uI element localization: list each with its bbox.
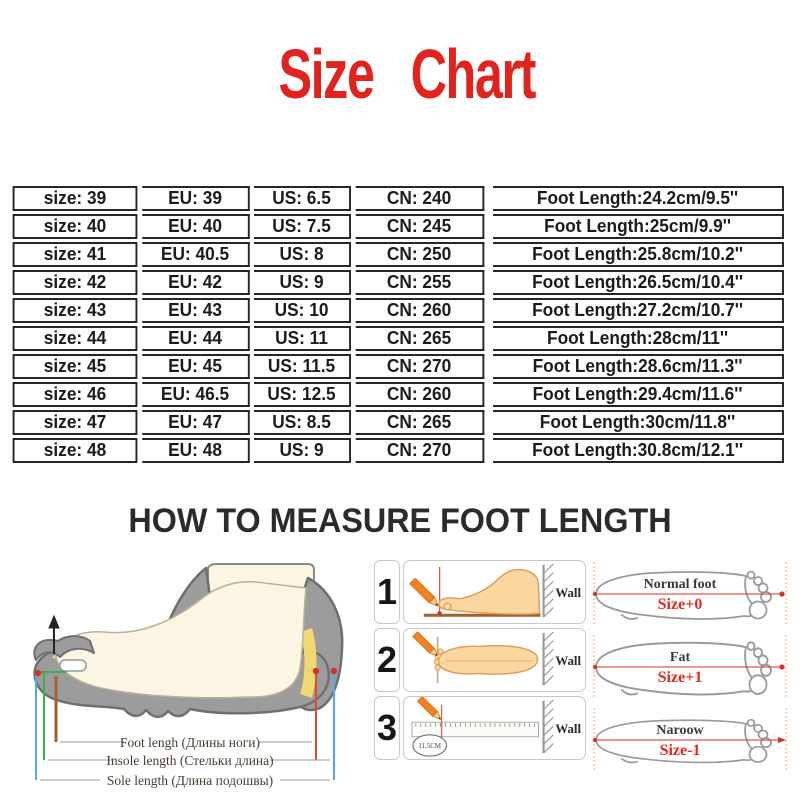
table-row xyxy=(10,438,790,463)
big-toe xyxy=(444,603,451,610)
wall-icon xyxy=(542,700,553,753)
measure-step-3 xyxy=(374,696,586,760)
cell-foot-length: Foot Length:29.4cm/11.6'' xyxy=(493,382,784,407)
cell-cn: CN: 265 xyxy=(356,326,485,351)
table-row xyxy=(10,354,790,379)
foot-type-size-adjust: Size-1 xyxy=(659,742,701,759)
cell-size: size: 46 xyxy=(13,382,138,407)
pencil-icon xyxy=(410,578,441,609)
measure-dot-left xyxy=(593,738,597,742)
cell-eu: EU: 39 xyxy=(142,186,250,211)
measure-dot-right xyxy=(779,664,784,669)
wall-icon xyxy=(542,564,553,617)
pencil-icon xyxy=(413,632,440,659)
cell-size: size: 39 xyxy=(13,186,138,211)
cell-foot-length: Foot Length:25.8cm/10.2'' xyxy=(493,242,784,267)
foot-side-shape xyxy=(439,570,540,615)
table-row xyxy=(10,298,790,323)
cell-cn: CN: 265 xyxy=(356,410,485,435)
cell-size: size: 48 xyxy=(13,438,138,463)
cell-size: size: 41 xyxy=(13,242,138,267)
foot-top-shape xyxy=(439,646,538,674)
cell-size: size: 47 xyxy=(13,410,138,435)
cell-size: size: 43 xyxy=(13,298,138,323)
wall-label: Wall xyxy=(555,585,582,600)
sole-length-label: Sole length (Длина подошвы) xyxy=(106,773,274,788)
shoe-diagram-svg xyxy=(8,556,370,799)
foot-type-guide xyxy=(586,558,798,777)
cell-foot-length: Foot Length:27.2cm/10.7'' xyxy=(493,298,784,323)
foot-type-fat xyxy=(586,631,798,703)
pencil-icon xyxy=(417,697,443,722)
table-row xyxy=(10,242,790,267)
toe-notch xyxy=(60,660,86,671)
cell-cn: CN: 250 xyxy=(356,242,485,267)
measure-steps xyxy=(374,560,586,764)
insole-length-label: Insole length (Стельки длина) xyxy=(106,753,274,768)
cell-foot-length: Foot Length:30.8cm/12.1'' xyxy=(493,438,784,463)
cell-eu: EU: 45 xyxy=(142,354,250,379)
cell-eu: EU: 44 xyxy=(142,326,250,351)
cell-foot-length: Foot Length:24.2cm/9.5'' xyxy=(493,186,784,211)
cell-foot-length: Foot Length:28cm/11'' xyxy=(493,326,784,351)
step-3-illustration xyxy=(403,696,586,760)
foot-length-label: Foot lengh (Длины ноги) xyxy=(119,735,261,750)
cell-eu: EU: 42 xyxy=(142,270,250,295)
table-row xyxy=(10,326,790,351)
cell-us: US: 12.5 xyxy=(254,382,351,407)
cell-size: size: 40 xyxy=(13,214,138,239)
cell-us: US: 6.5 xyxy=(254,186,351,211)
measure-dot-left xyxy=(593,665,597,669)
size-chart-table xyxy=(10,183,790,466)
step-number: 2 xyxy=(374,628,400,692)
cell-eu: EU: 40.5 xyxy=(142,242,250,267)
shoe-measurement-diagram xyxy=(8,556,370,799)
cell-foot-length: Foot Length:30cm/11.8'' xyxy=(493,410,784,435)
foot-type-name: Naroow xyxy=(656,723,704,738)
table-row xyxy=(10,214,790,239)
cell-eu: EU: 40 xyxy=(142,214,250,239)
cell-cn: CN: 260 xyxy=(356,382,485,407)
step-number: 1 xyxy=(374,560,400,624)
cell-cn: CN: 255 xyxy=(356,270,485,295)
measure-step-1 xyxy=(374,560,586,624)
foot-type-name: Normal foot xyxy=(643,577,717,592)
foot-type-name: Fat xyxy=(669,650,691,665)
wall-label: Wall xyxy=(555,721,582,736)
measure-section-heading: HOW TO MEASURE FOOT LENGTH xyxy=(128,502,672,540)
cell-cn: CN: 245 xyxy=(356,214,485,239)
measure-dot-right xyxy=(779,591,784,596)
cell-us: US: 11 xyxy=(254,326,351,351)
cell-cn: CN: 260 xyxy=(356,298,485,323)
cell-eu: EU: 47 xyxy=(142,410,250,435)
measure-step-2 xyxy=(374,628,586,692)
cell-us: US: 7.5 xyxy=(254,214,351,239)
measure-arrow-right xyxy=(778,737,786,743)
cell-cn: CN: 240 xyxy=(356,186,485,211)
cell-size: size: 45 xyxy=(13,354,138,379)
foot-type-normal xyxy=(586,558,798,630)
cell-cn: CN: 270 xyxy=(356,354,485,379)
cell-foot-length: Foot Length:28.6cm/11.3'' xyxy=(493,354,784,379)
cell-us: US: 9 xyxy=(254,438,351,463)
cell-us: US: 9 xyxy=(254,270,351,295)
cell-us: US: 8 xyxy=(254,242,351,267)
cell-foot-length: Foot Length:26.5cm/10.4'' xyxy=(493,270,784,295)
cell-size: size: 42 xyxy=(13,270,138,295)
cell-cn: CN: 270 xyxy=(356,438,485,463)
page-title: Size Chart xyxy=(278,35,535,113)
step-number: 3 xyxy=(374,696,400,760)
foot-type-size-adjust: Size+0 xyxy=(657,596,703,613)
size-table-body xyxy=(10,186,790,463)
cell-us: US: 8.5 xyxy=(254,410,351,435)
cell-us: US: 10 xyxy=(254,298,351,323)
cell-size: size: 44 xyxy=(13,326,138,351)
cell-eu: EU: 48 xyxy=(142,438,250,463)
measure-dot-left xyxy=(593,592,597,596)
foot-type-size-adjust: Size+1 xyxy=(657,669,703,686)
wall-icon xyxy=(542,632,553,685)
toe-marker-dot xyxy=(437,611,441,615)
ruler-measurement-label: 11.5CM xyxy=(418,742,442,750)
table-row xyxy=(10,270,790,295)
cell-eu: EU: 46.5 xyxy=(142,382,250,407)
cell-us: US: 11.5 xyxy=(254,354,351,379)
table-row xyxy=(10,410,790,435)
step-1-illustration xyxy=(403,560,586,624)
wall-label: Wall xyxy=(555,653,582,668)
table-row xyxy=(10,186,790,211)
foot-type-narrow xyxy=(586,704,798,776)
step-2-illustration xyxy=(403,628,586,692)
cell-eu: EU: 43 xyxy=(142,298,250,323)
cell-foot-length: Foot Length:25cm/9.9'' xyxy=(493,214,784,239)
table-row xyxy=(10,382,790,407)
